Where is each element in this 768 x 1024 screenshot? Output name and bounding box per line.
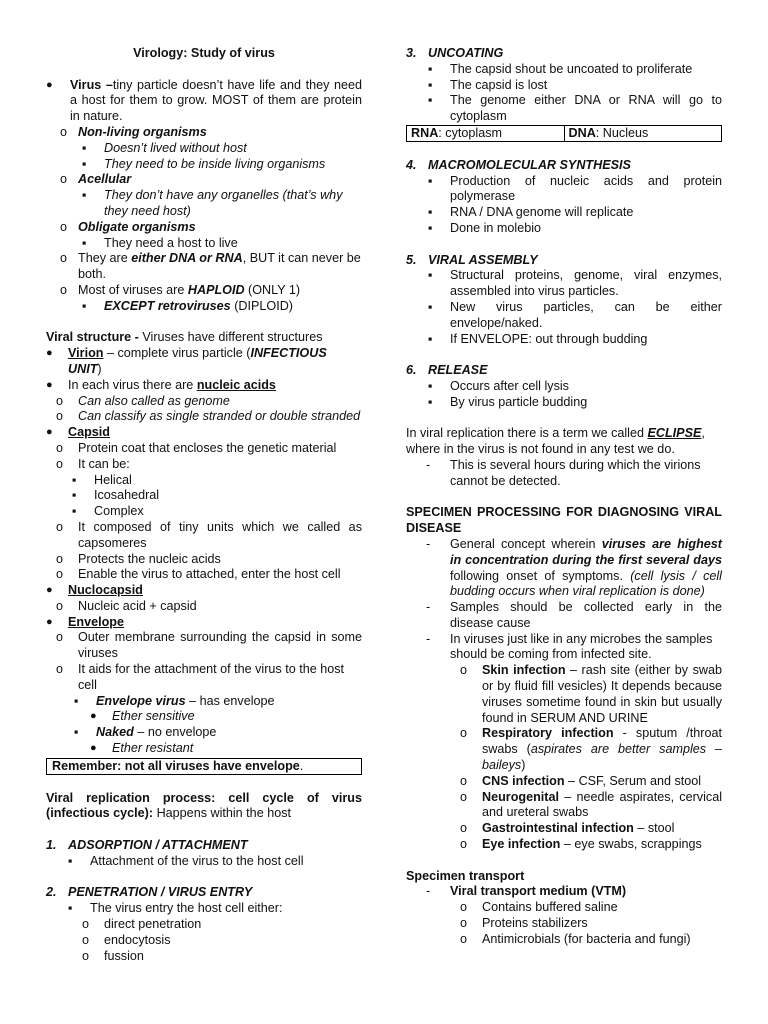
list-item: ▪ Envelope virus – has envelope [74,693,275,708]
step-heading: 6. RELEASE [406,363,488,378]
list-item: o Obligate organisms [60,219,196,234]
list-item: ▪ Production of nucleic acids and protein polymerase [428,173,722,204]
list-item: ▪ The capsid shout be uncoated to proliferate [428,61,693,76]
replication-heading: Viral replication process: cell cycle of virus (infectious cycle): Happens within the host [46,790,362,821]
right-column [406,46,722,948]
list-item: - In viruses just like in any microbes the samples should be coming from infected site. [426,631,713,662]
eclipse-paragraph: In viral replication there is a term we called ECLIPSE, where in the virus is not found in any test we do. [406,426,705,457]
step-heading: 3. UNCOATING [406,46,504,60]
list-item: ● Envelope [46,614,124,629]
list-item: ▪ Done in molebio [428,220,542,235]
rna-dna-table [406,125,722,142]
list-item: - Viral transport medium (VTM) [426,884,627,899]
list-item: o Skin infection – rash site (either by swab or by fluid fill vesicles) It depends because viruses sometime found in skin but usually found in SERUM AND URINE [460,663,722,725]
left-column [46,46,362,964]
list-item: ▪ Naked – no envelope [74,725,217,740]
list-item: o Non-living organisms [60,124,207,139]
transport-heading: Specimen transport [406,868,525,883]
list-item: ● Ether resistant [90,741,194,756]
list-item: ▪ Helical [72,472,132,487]
list-item: o Respiratory infection - sputum /throat swabs (aspirates are better samples – baileys) [460,726,723,773]
table-cell: RNA: cytoplasm [407,125,565,141]
list-item: o Can also called as genome [56,393,230,408]
list-item: ● Ether sensitive [90,709,195,724]
list-item: ▪ Complex [72,504,144,519]
step-heading: 5. VIRAL ASSEMBLY [406,252,538,267]
list-item: ● In each virus there are nucleic acids [46,377,276,392]
list-item: ▪ Structural proteins, genome, viral enzymes, assembled into virus particles. [428,268,722,299]
list-item: ▪ Icosahedral [72,488,160,503]
step-heading: 4. MACROMOLECULAR SYNTHESIS [406,157,631,172]
list-item: o Nucleic acid + capsid [56,598,197,613]
list-item: ● Capsid [46,425,110,440]
list-item: o endocytosis [82,932,171,947]
table-cell: DNA: Nucleus [564,125,722,141]
step-heading: 1. ADSORPTION / ATTACHMENT [46,838,248,853]
virus-definition: ● Virus –tiny particle doesn’t have life and they need a host for them to grow. MOST of them are protein in nature. [46,77,362,124]
list-item: ▪ Attachment of the virus to the host cell [68,853,304,868]
list-item: - Samples should be collected early in the disease cause [426,600,722,630]
list-item: o It can be: [56,456,130,471]
list-item: o Eye infection – eye swabs, scrappings [460,837,702,852]
remember-box: Remember: not all viruses have envelope. [46,758,362,775]
list-item: ▪ EXCEPT retroviruses (DIPLOID) [82,298,293,313]
list-item: o Proteins stabilizers [460,916,588,931]
list-item: o Most of viruses are HAPLOID (ONLY 1) [60,282,301,297]
list-item: o fussion [82,948,144,963]
disc-bullet: ● [46,78,53,91]
list-item: o Can classify as single stranded or double stranded [56,409,361,424]
list-item: ▪ RNA / DNA genome will replicate [428,205,634,220]
list-item: ▪ By virus particle budding [428,394,588,409]
specimen-heading: SPECIMEN PROCESSING FOR DIAGNOSING VIRAL DISEASE [406,505,722,536]
list-item: o Protects the nucleic acids [56,551,221,566]
list-item: ▪ They don’t have any organelles (that’s why they need host) [82,188,343,218]
list-item: o direct penetration [82,917,202,932]
list-item: o Neurogenital – needle aspirates, cervical and ureteral swabs [460,789,722,820]
viral-structure-heading: Viral structure - Viruses have different structures [46,330,323,345]
list-item: o It aids for the attachment of the virus to the host cell [56,662,345,692]
list-item: o They are either DNA or RNA, BUT it can never be both. [60,251,361,282]
list-item: o Contains buffered saline [460,900,618,915]
step-heading: 2. PENETRATION / VIRUS ENTRY [46,885,253,900]
list-item: ▪ The virus entry the host cell either: [68,901,283,916]
list-item: ▪ They need to be inside living organisms [82,156,326,171]
list-item: o Acellular [60,172,132,187]
list-item: ▪ Doesn’t lived without host [82,140,247,155]
list-item: o Protein coat that encloses the genetic material [56,440,337,455]
list-item: ▪ Occurs after cell lysis [428,378,569,393]
list-item: - General concept wherein viruses are highest in concentration during the first several days following onset of symptoms. (cell lysis / cell budding occurs when viral replication is done) [426,536,723,599]
list-item: - This is several hours during which the virions cannot be detected. [426,457,701,488]
list-item: ▪ If ENVELOPE: out through budding [428,331,648,346]
list-item: o Outer membrane surrounding the capsid in some viruses [56,630,362,661]
list-item: o Antimicrobials (for bacteria and fungi) [460,931,691,946]
list-item: o CNS infection – CSF, Serum and stool [460,773,702,788]
list-item: ▪ New virus particles, can be either envelope/naked. [428,299,722,330]
list-item: ● Virion – complete virus particle (INFECTIOUS UNIT) [46,346,327,376]
list-item: ▪ The capsid is lost [428,77,548,92]
list-item: o Enable the virus to attached, enter the host cell [56,567,341,582]
list-item: o Gastrointestinal infection – stool [460,821,675,836]
list-item: ▪ They need a host to live [82,235,238,250]
document-title: Virology: Study of virus [133,46,275,60]
list-item: o It composed of tiny units which we called as capsomeres [56,519,362,550]
list-item: ▪ The genome either DNA or RNA will go to cytoplasm [428,93,722,124]
list-item: ● Nuclocapsid [46,583,143,598]
